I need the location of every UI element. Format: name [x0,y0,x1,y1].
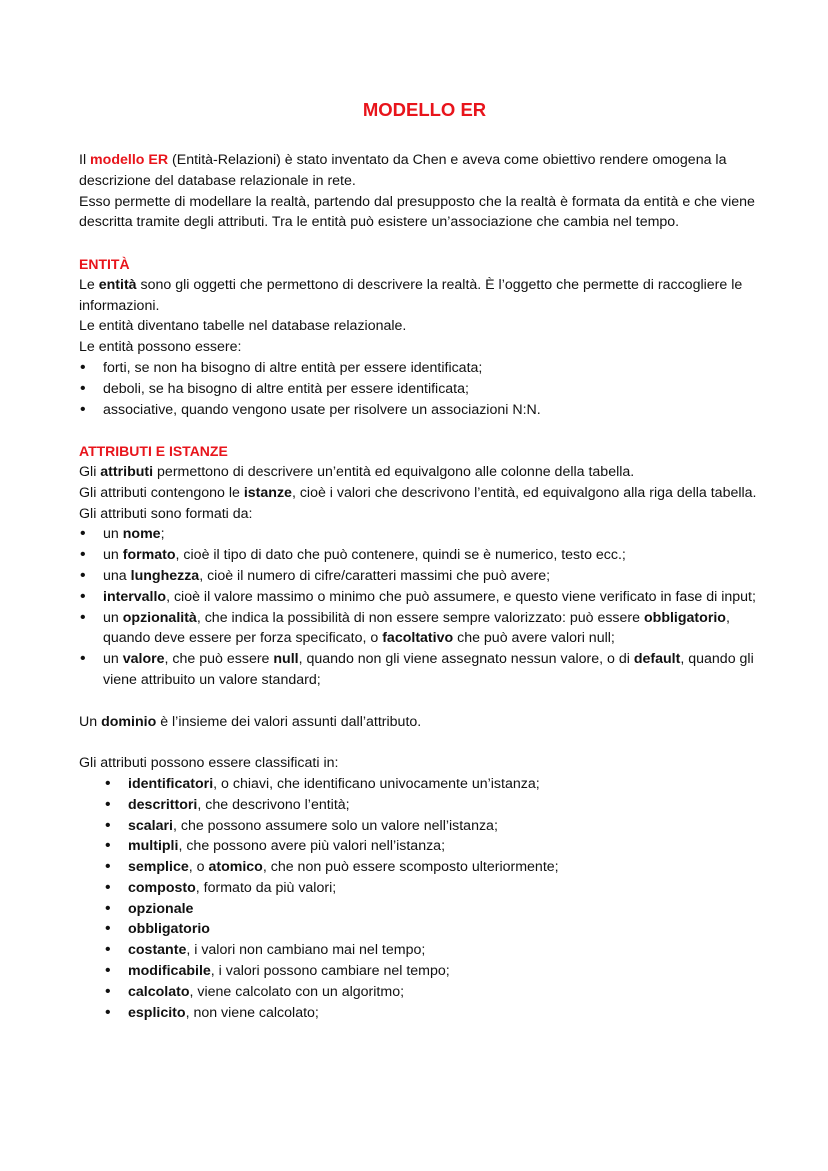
bold-term: opzionale [128,900,194,917]
list-item: • associative, quando vengono usate per risolvere un associazioni N:N. [79,400,759,421]
classificazione-intro: Gli attributi possono essere classificati in: [79,755,339,772]
text: , o chiavi, che identificano univocamente un’istanza; [213,775,540,792]
classificazione-list [79,774,759,1024]
text: un [103,609,123,626]
list-item [79,816,759,837]
page-title: MODELLO ER [362,99,487,120]
document-page [79,98,759,1023]
text: , quando gli viene attribuito un valore standard; [103,651,754,688]
dominio-section [79,712,759,733]
text: un [103,651,123,668]
bold-term: modificabile [128,963,211,980]
text: , che possono avere più valori nell’istanza; [178,838,446,855]
text: , quando non gli viene assegnato nessun valore, o di [298,651,634,668]
attributi-paragraph-3: Gli attributi sono formati da: [79,505,253,522]
bold-term: scalari [128,817,173,834]
bold-term: composto [128,879,196,896]
text: , che indica la possibilità di non essere sempre valorizzato: può essere [196,609,644,626]
intro-paragraph-2: Esso permette di modellare la realtà, partendo dal presupposto che la realtà è formata da entità e che viene descritta tramite degli attributi. Tra le entità può esistere un’associazione che cambia nel tempo. [79,193,755,231]
text: è l’insieme dei valori assunti dall’attributo. [156,713,422,730]
text: , quando deve essere per forza specificato, o [103,609,730,647]
list-item: • deboli, se ha bisogno di altre entità per essere identificata; [79,379,759,400]
text: (Entità-Relazioni) è stato inventato da Chen e aveva come obiettivo rendere omogena la descrizione del database relazionale in rete. [79,152,727,189]
bold-term: attributi [100,463,154,480]
text: , cioè il valore massimo o minimo che può assumere, e questo viene verificato in fase di input; [166,588,756,605]
list-item [79,524,759,545]
text: Gli [79,463,101,480]
attributi-list [79,524,759,690]
entita-section [79,254,759,420]
list-item [79,566,759,587]
bold-term: esplicito [128,1004,186,1021]
entita-paragraph-2: Le entità diventano tabelle nel database relazionale. [79,318,407,335]
text: , che può essere [164,651,274,668]
bold-term: istanze [243,484,292,501]
text: , che non può essere scomposto ulteriormente; [262,859,559,876]
text: Gli attributi contengono le [79,484,244,501]
text: , i valori non cambiano mai nel tempo; [186,942,426,959]
bold-term: null [273,651,299,668]
text: , non viene calcolato; [185,1004,319,1021]
list-item [79,608,759,650]
list-item [79,857,759,878]
text: che può avere valori null; [453,630,615,647]
bold-term: costante [128,942,187,959]
text: permettono di descrivere un’entità ed equivalgono alle colonne della tabella. [153,463,635,480]
bold-term: obbligatorio [643,609,726,626]
text: un [103,547,123,564]
text: , cioè i valori che descrivono l’entità, ed equivalgono alla riga della tabella. [291,484,757,501]
section-heading-attributi: ATTRIBUTI E ISTANZE [79,443,228,460]
text: , formato da più valori; [195,879,337,896]
list-item [79,940,759,961]
classificazione-section [79,753,759,1023]
bold-term: descrittori [128,796,198,813]
bold-term: intervallo [103,588,167,605]
bold-term: lunghezza [130,567,200,584]
highlight-term: modello ER [90,152,169,168]
attributi-section [79,441,759,691]
text: Il [79,152,91,168]
bold-term: semplice [128,859,189,876]
bold-term: valore [122,651,165,668]
entita-list [79,358,759,420]
list-item: • forti, se non ha bisogno di altre entità per essere identificata; [79,358,759,379]
text: un [103,526,123,543]
dominio-paragraph [79,712,759,733]
list-item [79,774,759,795]
text: Un [79,713,102,730]
bold-term: identificatori [128,775,214,792]
attributi-paragraph-2 [79,483,759,504]
bold-term: dominio [101,713,157,730]
list-item [79,961,759,982]
text: , o [188,859,209,876]
list-item [79,1003,759,1024]
list-item [79,919,759,940]
list-item [79,545,759,566]
intro-paragraph-1 [79,150,759,192]
bold-term: nome [122,526,161,543]
bold-term: facoltativo [382,630,454,647]
list-item [79,795,759,816]
text: sono gli oggetti che permettono di descrivere la realtà. È l’oggetto che permette di raccogliere le informazioni. [79,276,743,314]
section-heading-entita: ENTITÀ [79,255,130,272]
list-item [79,836,759,857]
list-item [79,982,759,1003]
text: , viene calcolato con un algoritmo; [189,983,405,1000]
bold-term: atomico [208,859,263,876]
text: , che descrivono l’entità; [197,796,350,813]
bold-term: calcolato [128,983,190,1000]
text: , cioè il numero di cifre/caratteri massimi che può avere; [199,567,551,584]
text: , i valori possono cambiare nel tempo; [210,963,450,980]
bold-term: multipli [128,838,179,855]
bold-term: opzionalità [122,609,197,626]
entita-paragraph-1 [79,275,759,317]
attributi-paragraph-1 [79,462,759,483]
bold-term: default [633,651,681,668]
bold-term: formato [122,547,176,564]
text: ; [160,526,165,543]
text: una [103,567,131,584]
text: Le [79,276,99,293]
list-item [79,899,759,920]
bold-term: entità [98,276,137,293]
list-item [79,587,759,608]
text: , che possono assumere solo un valore nell’istanza; [172,817,498,834]
list-item [79,649,759,691]
text: , cioè il tipo di dato che può contenere, quindi se è numerico, testo ecc.; [175,547,626,564]
bold-term: obbligatorio [128,921,210,938]
entita-paragraph-3: Le entità possono essere: [79,339,242,356]
list-item [79,878,759,899]
intro-section [79,150,759,233]
